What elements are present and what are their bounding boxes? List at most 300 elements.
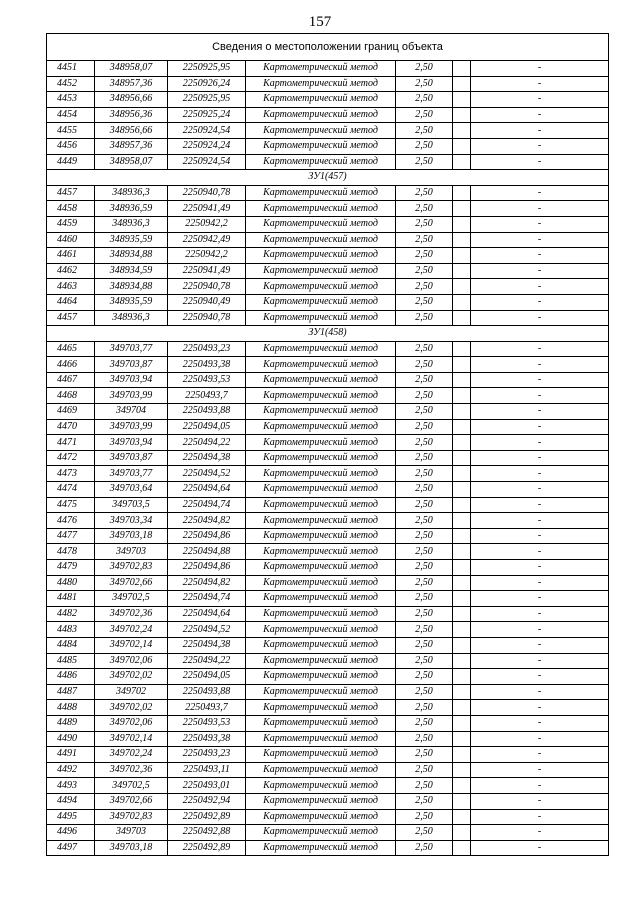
point-number-cell: 4463: [47, 279, 95, 295]
table-row: [47, 263, 609, 279]
x-coordinate-cell: 349702,5: [95, 591, 168, 607]
description-cell: -: [471, 372, 609, 388]
x-coordinate-cell: 349702,83: [95, 809, 168, 825]
x-coordinate-cell: 349703: [95, 825, 168, 841]
x-coordinate-cell: 348934,59: [95, 263, 168, 279]
y-coordinate-cell: 2250493,23: [168, 341, 246, 357]
method-cell: Картометрический метод: [246, 232, 396, 248]
accuracy-cell: 2,50: [396, 216, 453, 232]
note-cell: [453, 747, 471, 763]
description-cell: -: [471, 840, 609, 856]
description-cell: -: [471, 653, 609, 669]
method-cell: Картометрический метод: [246, 778, 396, 794]
accuracy-cell: 2,50: [396, 575, 453, 591]
description-cell: -: [471, 185, 609, 201]
point-number-cell: 4471: [47, 435, 95, 451]
x-coordinate-cell: 349702,06: [95, 653, 168, 669]
point-number-cell: 4477: [47, 528, 95, 544]
accuracy-cell: 2,50: [396, 341, 453, 357]
table-row: [47, 513, 609, 529]
accuracy-cell: 2,50: [396, 528, 453, 544]
method-cell: Картометрический метод: [246, 528, 396, 544]
description-cell: -: [471, 715, 609, 731]
accuracy-cell: 2,50: [396, 450, 453, 466]
point-number-cell: 4462: [47, 263, 95, 279]
method-cell: Картометрический метод: [246, 497, 396, 513]
table-row: [47, 653, 609, 669]
point-number-cell: 4492: [47, 762, 95, 778]
method-cell: Картометрический метод: [246, 482, 396, 498]
table-row: [47, 622, 609, 638]
accuracy-cell: 2,50: [396, 310, 453, 326]
point-number-cell: 4482: [47, 606, 95, 622]
x-coordinate-cell: 348936,3: [95, 216, 168, 232]
y-coordinate-cell: 2250942,49: [168, 232, 246, 248]
accuracy-cell: 2,50: [396, 123, 453, 139]
y-coordinate-cell: 2250494,52: [168, 622, 246, 638]
point-number-cell: 4483: [47, 622, 95, 638]
description-cell: -: [471, 809, 609, 825]
x-coordinate-cell: 349702,83: [95, 560, 168, 576]
x-coordinate-cell: 349703,99: [95, 419, 168, 435]
y-coordinate-cell: 2250940,49: [168, 294, 246, 310]
y-coordinate-cell: 2250494,38: [168, 450, 246, 466]
description-cell: -: [471, 450, 609, 466]
accuracy-cell: 2,50: [396, 201, 453, 217]
y-coordinate-cell: 2250492,88: [168, 825, 246, 841]
description-cell: -: [471, 388, 609, 404]
description-cell: -: [471, 513, 609, 529]
table-row: [47, 248, 609, 264]
description-cell: -: [471, 216, 609, 232]
note-cell: [453, 154, 471, 170]
point-number-cell: 4470: [47, 419, 95, 435]
accuracy-cell: 2,50: [396, 263, 453, 279]
y-coordinate-cell: 2250494,64: [168, 606, 246, 622]
table-row: [47, 388, 609, 404]
point-number-cell: 4458: [47, 201, 95, 217]
description-cell: -: [471, 248, 609, 264]
accuracy-cell: 2,50: [396, 825, 453, 841]
method-cell: Картометрический метод: [246, 76, 396, 92]
method-cell: Картометрический метод: [246, 263, 396, 279]
description-cell: -: [471, 404, 609, 420]
method-cell: Картометрический метод: [246, 591, 396, 607]
y-coordinate-cell: 2250494,74: [168, 591, 246, 607]
accuracy-cell: 2,50: [396, 92, 453, 108]
description-cell: -: [471, 684, 609, 700]
method-cell: Картометрический метод: [246, 419, 396, 435]
x-coordinate-cell: 349702,66: [95, 575, 168, 591]
description-cell: -: [471, 825, 609, 841]
table-row: [47, 591, 609, 607]
y-coordinate-cell: 2250492,89: [168, 809, 246, 825]
point-number-cell: 4454: [47, 107, 95, 123]
y-coordinate-cell: 2250924,54: [168, 123, 246, 139]
table-row: [47, 560, 609, 576]
y-coordinate-cell: 2250494,74: [168, 497, 246, 513]
description-cell: -: [471, 92, 609, 108]
note-cell: [453, 606, 471, 622]
description-cell: -: [471, 263, 609, 279]
note-cell: [453, 778, 471, 794]
method-cell: Картометрический метод: [246, 279, 396, 295]
note-cell: [453, 92, 471, 108]
boundary-table: [46, 33, 609, 856]
x-coordinate-cell: 348934,88: [95, 279, 168, 295]
table-row: [47, 76, 609, 92]
table-row: [47, 357, 609, 373]
table-row: [47, 154, 609, 170]
table-row: [47, 341, 609, 357]
y-coordinate-cell: 2250924,54: [168, 154, 246, 170]
table-row: [47, 123, 609, 139]
note-cell: [453, 513, 471, 529]
point-number-cell: 4476: [47, 513, 95, 529]
x-coordinate-cell: 349703,34: [95, 513, 168, 529]
point-number-cell: 4473: [47, 466, 95, 482]
description-cell: -: [471, 294, 609, 310]
table-row: [47, 637, 609, 653]
point-number-cell: 4493: [47, 778, 95, 794]
y-coordinate-cell: 2250924,24: [168, 138, 246, 154]
x-coordinate-cell: 348934,88: [95, 248, 168, 264]
section-row: [47, 326, 609, 342]
description-cell: -: [471, 528, 609, 544]
point-number-cell: 4459: [47, 216, 95, 232]
method-cell: Картометрический метод: [246, 450, 396, 466]
note-cell: [453, 809, 471, 825]
description-cell: -: [471, 76, 609, 92]
accuracy-cell: 2,50: [396, 107, 453, 123]
y-coordinate-cell: 2250940,78: [168, 185, 246, 201]
method-cell: Картометрический метод: [246, 700, 396, 716]
description-cell: -: [471, 669, 609, 685]
note-cell: [453, 528, 471, 544]
method-cell: Картометрический метод: [246, 248, 396, 264]
accuracy-cell: 2,50: [396, 669, 453, 685]
note-cell: [453, 450, 471, 466]
x-coordinate-cell: 349703,99: [95, 388, 168, 404]
table-row: [47, 279, 609, 295]
y-coordinate-cell: 2250494,64: [168, 482, 246, 498]
note-cell: [453, 466, 471, 482]
point-number-cell: 4467: [47, 372, 95, 388]
method-cell: Картометрический метод: [246, 123, 396, 139]
x-coordinate-cell: 349703,77: [95, 466, 168, 482]
y-coordinate-cell: 2250493,01: [168, 778, 246, 794]
method-cell: Картометрический метод: [246, 294, 396, 310]
accuracy-cell: 2,50: [396, 700, 453, 716]
y-coordinate-cell: 2250925,24: [168, 107, 246, 123]
x-coordinate-cell: 348956,36: [95, 107, 168, 123]
table-row: [47, 684, 609, 700]
method-cell: Картометрический метод: [246, 840, 396, 856]
description-cell: -: [471, 201, 609, 217]
table-row: [47, 809, 609, 825]
table-row: [47, 528, 609, 544]
description-cell: -: [471, 793, 609, 809]
y-coordinate-cell: 2250494,82: [168, 575, 246, 591]
y-coordinate-cell: 2250940,78: [168, 310, 246, 326]
note-cell: [453, 372, 471, 388]
y-coordinate-cell: 2250494,88: [168, 544, 246, 560]
x-coordinate-cell: 348958,07: [95, 154, 168, 170]
description-cell: -: [471, 637, 609, 653]
note-cell: [453, 731, 471, 747]
table-row: [47, 669, 609, 685]
accuracy-cell: 2,50: [396, 591, 453, 607]
point-number-cell: 4488: [47, 700, 95, 716]
note-cell: [453, 185, 471, 201]
method-cell: Картометрический метод: [246, 107, 396, 123]
x-coordinate-cell: 349702,24: [95, 622, 168, 638]
table-row: [47, 310, 609, 326]
note-cell: [453, 435, 471, 451]
description-cell: -: [471, 310, 609, 326]
method-cell: Картометрический метод: [246, 715, 396, 731]
note-cell: [453, 61, 471, 77]
x-coordinate-cell: 349703,18: [95, 840, 168, 856]
y-coordinate-cell: 2250493,38: [168, 357, 246, 373]
section-label: ЗУ1(457): [47, 170, 609, 186]
x-coordinate-cell: 348957,36: [95, 76, 168, 92]
accuracy-cell: 2,50: [396, 793, 453, 809]
note-cell: [453, 357, 471, 373]
accuracy-cell: 2,50: [396, 482, 453, 498]
method-cell: Картометрический метод: [246, 216, 396, 232]
note-cell: [453, 700, 471, 716]
note-cell: [453, 263, 471, 279]
y-coordinate-cell: 2250493,38: [168, 731, 246, 747]
method-cell: Картометрический метод: [246, 606, 396, 622]
y-coordinate-cell: 2250493,88: [168, 404, 246, 420]
section-row: [47, 170, 609, 186]
y-coordinate-cell: 2250493,7: [168, 388, 246, 404]
accuracy-cell: 2,50: [396, 497, 453, 513]
accuracy-cell: 2,50: [396, 61, 453, 77]
x-coordinate-cell: 349703: [95, 544, 168, 560]
table-row: [47, 216, 609, 232]
point-number-cell: 4495: [47, 809, 95, 825]
y-coordinate-cell: 2250942,2: [168, 248, 246, 264]
point-number-cell: 4491: [47, 747, 95, 763]
accuracy-cell: 2,50: [396, 840, 453, 856]
method-cell: Картометрический метод: [246, 92, 396, 108]
accuracy-cell: 2,50: [396, 185, 453, 201]
description-cell: -: [471, 544, 609, 560]
y-coordinate-cell: 2250494,82: [168, 513, 246, 529]
note-cell: [453, 715, 471, 731]
table-row: [47, 372, 609, 388]
table-row: [47, 435, 609, 451]
method-cell: Картометрический метод: [246, 560, 396, 576]
y-coordinate-cell: 2250494,22: [168, 435, 246, 451]
description-cell: -: [471, 591, 609, 607]
note-cell: [453, 575, 471, 591]
point-number-cell: 4461: [47, 248, 95, 264]
table-row: [47, 497, 609, 513]
table-row: [47, 575, 609, 591]
point-number-cell: 4487: [47, 684, 95, 700]
y-coordinate-cell: 2250493,53: [168, 372, 246, 388]
accuracy-cell: 2,50: [396, 357, 453, 373]
note-cell: [453, 341, 471, 357]
y-coordinate-cell: 2250925,95: [168, 92, 246, 108]
x-coordinate-cell: 349702,02: [95, 700, 168, 716]
note-cell: [453, 232, 471, 248]
accuracy-cell: 2,50: [396, 138, 453, 154]
table-row: [47, 778, 609, 794]
x-coordinate-cell: 349702,06: [95, 715, 168, 731]
y-coordinate-cell: 2250494,52: [168, 466, 246, 482]
y-coordinate-cell: 2250494,05: [168, 669, 246, 685]
method-cell: Картометрический метод: [246, 138, 396, 154]
method-cell: Картометрический метод: [246, 653, 396, 669]
point-number-cell: 4494: [47, 793, 95, 809]
description-cell: -: [471, 123, 609, 139]
method-cell: Картометрический метод: [246, 637, 396, 653]
x-coordinate-cell: 349703,5: [95, 497, 168, 513]
method-cell: Картометрический метод: [246, 809, 396, 825]
x-coordinate-cell: 348936,3: [95, 185, 168, 201]
point-number-cell: 4455: [47, 123, 95, 139]
accuracy-cell: 2,50: [396, 279, 453, 295]
x-coordinate-cell: 349702,14: [95, 637, 168, 653]
point-number-cell: 4490: [47, 731, 95, 747]
note-cell: [453, 497, 471, 513]
y-coordinate-cell: 2250494,38: [168, 637, 246, 653]
y-coordinate-cell: 2250494,86: [168, 528, 246, 544]
table-row: [47, 92, 609, 108]
point-number-cell: 4486: [47, 669, 95, 685]
point-number-cell: 4468: [47, 388, 95, 404]
point-number-cell: 4496: [47, 825, 95, 841]
table-row: [47, 747, 609, 763]
description-cell: -: [471, 762, 609, 778]
method-cell: Картометрический метод: [246, 372, 396, 388]
table-row: [47, 715, 609, 731]
method-cell: Картометрический метод: [246, 793, 396, 809]
accuracy-cell: 2,50: [396, 560, 453, 576]
point-number-cell: 4452: [47, 76, 95, 92]
note-cell: [453, 388, 471, 404]
note-cell: [453, 107, 471, 123]
point-number-cell: 4457: [47, 310, 95, 326]
point-number-cell: 4480: [47, 575, 95, 591]
point-number-cell: 4456: [47, 138, 95, 154]
point-number-cell: 4479: [47, 560, 95, 576]
table-row: [47, 700, 609, 716]
point-number-cell: 4460: [47, 232, 95, 248]
method-cell: Картометрический метод: [246, 669, 396, 685]
accuracy-cell: 2,50: [396, 372, 453, 388]
note-cell: [453, 419, 471, 435]
note-cell: [453, 669, 471, 685]
accuracy-cell: 2,50: [396, 466, 453, 482]
x-coordinate-cell: 349702: [95, 684, 168, 700]
table-row: [47, 840, 609, 856]
y-coordinate-cell: 2250492,94: [168, 793, 246, 809]
x-coordinate-cell: 349703,94: [95, 435, 168, 451]
note-cell: [453, 591, 471, 607]
accuracy-cell: 2,50: [396, 778, 453, 794]
x-coordinate-cell: 349702,66: [95, 793, 168, 809]
note-cell: [453, 123, 471, 139]
method-cell: Картометрический метод: [246, 622, 396, 638]
y-coordinate-cell: 2250941,49: [168, 201, 246, 217]
description-cell: -: [471, 357, 609, 373]
note-cell: [453, 76, 471, 92]
point-number-cell: 4465: [47, 341, 95, 357]
point-number-cell: 4475: [47, 497, 95, 513]
point-number-cell: 4474: [47, 482, 95, 498]
description-cell: -: [471, 107, 609, 123]
table-row: [47, 482, 609, 498]
table-row: [47, 606, 609, 622]
table-row: [47, 232, 609, 248]
accuracy-cell: 2,50: [396, 419, 453, 435]
note-cell: [453, 825, 471, 841]
note-cell: [453, 793, 471, 809]
point-number-cell: 4472: [47, 450, 95, 466]
y-coordinate-cell: 2250493,11: [168, 762, 246, 778]
y-coordinate-cell: 2250494,22: [168, 653, 246, 669]
point-number-cell: 4457: [47, 185, 95, 201]
description-cell: -: [471, 778, 609, 794]
description-cell: -: [471, 560, 609, 576]
x-coordinate-cell: 348936,59: [95, 201, 168, 217]
description-cell: -: [471, 138, 609, 154]
description-cell: -: [471, 61, 609, 77]
x-coordinate-cell: 349702,24: [95, 747, 168, 763]
point-number-cell: 4484: [47, 637, 95, 653]
description-cell: -: [471, 435, 609, 451]
table-row: [47, 544, 609, 560]
accuracy-cell: 2,50: [396, 248, 453, 264]
method-cell: Картометрический метод: [246, 747, 396, 763]
note-cell: [453, 560, 471, 576]
note-cell: [453, 482, 471, 498]
y-coordinate-cell: 2250494,05: [168, 419, 246, 435]
table-row: [47, 731, 609, 747]
method-cell: Картометрический метод: [246, 310, 396, 326]
y-coordinate-cell: 2250493,23: [168, 747, 246, 763]
x-coordinate-cell: 349702,02: [95, 669, 168, 685]
x-coordinate-cell: 349702,5: [95, 778, 168, 794]
note-cell: [453, 653, 471, 669]
accuracy-cell: 2,50: [396, 76, 453, 92]
y-coordinate-cell: 2250493,88: [168, 684, 246, 700]
x-coordinate-cell: 348936,3: [95, 310, 168, 326]
accuracy-cell: 2,50: [396, 622, 453, 638]
description-cell: -: [471, 606, 609, 622]
accuracy-cell: 2,50: [396, 544, 453, 560]
accuracy-cell: 2,50: [396, 435, 453, 451]
description-cell: -: [471, 575, 609, 591]
note-cell: [453, 684, 471, 700]
description-cell: -: [471, 747, 609, 763]
y-coordinate-cell: 2250941,49: [168, 263, 246, 279]
y-coordinate-cell: 2250926,24: [168, 76, 246, 92]
table-title: Сведения о местоположении границ объекта: [47, 34, 609, 61]
method-cell: Картометрический метод: [246, 154, 396, 170]
method-cell: Картометрический метод: [246, 513, 396, 529]
point-number-cell: 4451: [47, 61, 95, 77]
method-cell: Картометрический метод: [246, 825, 396, 841]
table-row: [47, 107, 609, 123]
method-cell: Картометрический метод: [246, 544, 396, 560]
